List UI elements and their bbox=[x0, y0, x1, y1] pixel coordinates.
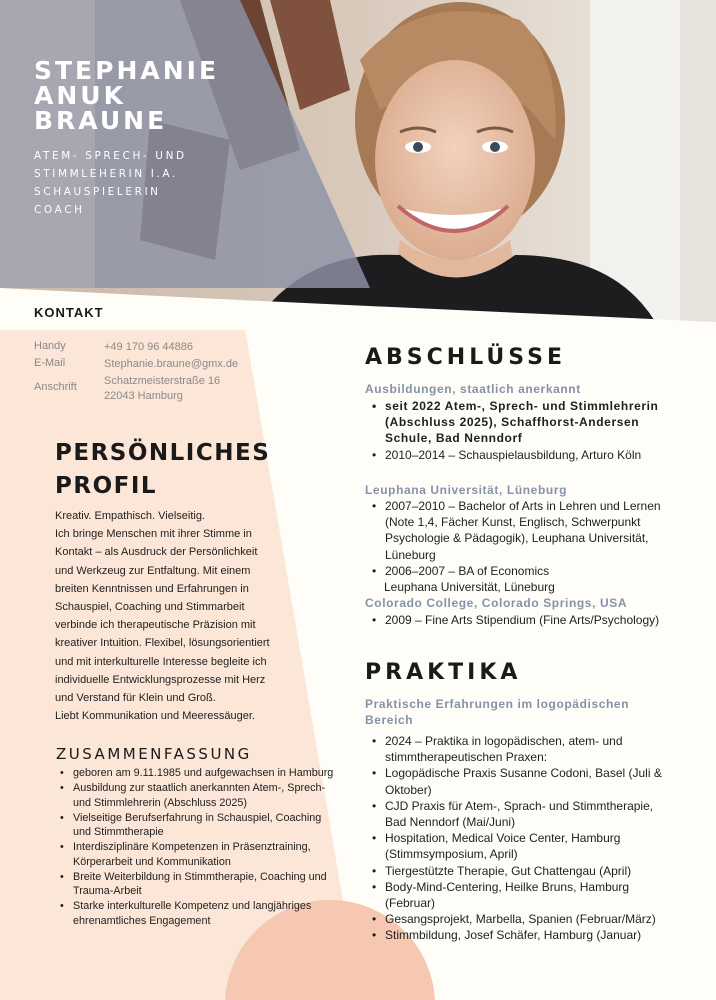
email-label: E-Mail bbox=[34, 357, 66, 369]
job-tagline bbox=[34, 147, 187, 219]
profile-line: Kreativ. Empathisch. Vielseitig. bbox=[55, 510, 205, 522]
name-line: BRAUNE bbox=[34, 106, 168, 135]
list-item: • CJD Praxis für Atem-, Sprach- und Stimmtherapie, Bad Nenndorf (Mai/Juni) bbox=[370, 798, 670, 830]
list-item: • Interdisziplinäre Kompetenzen in Präsenztraining, Körperarbeit und Kommunikation bbox=[58, 840, 338, 869]
profile-line: breiten Kenntnissen und Erfahrungen in bbox=[55, 582, 249, 595]
education-group-title: Colorado College, Colorado Springs, USA bbox=[365, 596, 628, 610]
tagline-line: SCHAUSPIELERIN bbox=[34, 186, 161, 198]
list-item: • Hospitation, Medical Voice Center, Hamburg (Stimmsymposium, April) bbox=[370, 830, 670, 862]
education-list bbox=[370, 612, 670, 628]
phone-label: Handy bbox=[34, 340, 66, 352]
list-item: • geboren am 9.11.1985 und aufgewachsen in Hamburg bbox=[58, 766, 338, 781]
list-item: • Breite Weiterbildung in Stimmtherapie, Coaching und Trauma-Arbeit bbox=[58, 870, 338, 899]
internships-subtitle: Praktische Erfahrungen im logopädischen Bereich bbox=[365, 697, 630, 727]
summary-heading: ZUSAMMENFASSUNG bbox=[56, 745, 252, 763]
profile-line: und mit interkulturelle Interesse begleite ich bbox=[55, 655, 267, 668]
list-item: • Stimmbildung, Josef Schäfer, Hamburg (Januar) bbox=[370, 927, 670, 943]
list-item: Leuphana Universität, Lüneburg bbox=[384, 580, 555, 595]
address-label: Anschrift bbox=[34, 381, 77, 393]
list-item: • Vielseitige Berufserfahrung in Schauspiel, Coaching und Stimmtherapie bbox=[58, 811, 338, 840]
list-item: • Ausbildung zur staatlich anerkannten Atem-, Sprech- und Stimmlehrerin (Abschluss 2025) bbox=[58, 781, 338, 810]
list-item: • 2007–2010 – Bachelor of Arts in Lehren und Lernen (Note 1,4, Fächer Kunst, Englisch, Schwerpunkt Psychologie & Pädagogik), Leuphana Universität, Lüneburg bbox=[370, 498, 670, 563]
profile-line: Kontakt – als Ausdruck der Persönlichkeit bbox=[55, 546, 258, 559]
email-value[interactable]: Stephanie.braune@gmx.de bbox=[104, 358, 239, 370]
list-item: • 2024 – Praktika in logopädischen, atem- und stimmtherapeutischen Praxen: bbox=[370, 733, 670, 765]
internships-heading: PRAKTIKA bbox=[365, 660, 522, 685]
education-group-title: Leuphana Universität, Lüneburg bbox=[365, 483, 568, 497]
profile-heading bbox=[55, 437, 270, 503]
contact-heading: KONTAKT bbox=[34, 305, 104, 320]
tagline-line: COACH bbox=[34, 204, 85, 216]
education-list bbox=[370, 498, 670, 595]
profile-line: Schauspiel, Coaching und Stimmarbeit bbox=[55, 601, 245, 614]
name-line: ANUK bbox=[34, 81, 126, 110]
address-street: Schatzmeisterstraße 16 bbox=[104, 375, 221, 387]
address-value bbox=[104, 374, 220, 404]
person-name bbox=[34, 58, 219, 133]
profile-text bbox=[55, 507, 290, 725]
address-city: 22043 Hamburg bbox=[104, 390, 183, 402]
internships-list bbox=[370, 733, 670, 944]
profile-line: verbinde ich therapeutische Präzision mit bbox=[55, 619, 256, 632]
phone-value[interactable]: +49 170 96 44886 bbox=[104, 341, 194, 353]
list-item: • Gesangsprojekt, Marbella, Spanien (Februar/März) bbox=[370, 911, 670, 927]
list-item: • 2010–2014 – Schauspielausbildung, Arturo Köln bbox=[370, 447, 670, 463]
profile-line: individuelle Entwicklungsprozesse mit Herz bbox=[55, 673, 266, 686]
profile-line: Liebt Kommunikation und Meeressäuger. bbox=[55, 710, 255, 723]
profile-line: und Verstand für Klein und Groß. bbox=[55, 692, 216, 705]
list-item: • 2009 – Fine Arts Stipendium (Fine Arts/Psychology) bbox=[370, 612, 670, 628]
profile-line: Ich bringe Menschen mit ihrer Stimme in bbox=[55, 528, 252, 541]
list-item: • 2006–2007 – BA of Economics bbox=[370, 563, 670, 579]
summary-list bbox=[58, 766, 338, 929]
tagline-line: ATEM- SPRECH- UND bbox=[34, 150, 187, 162]
list-item: • seit 2022 Atem-, Sprech- und Stimmlehrerin (Abschluss 2025), Schaffhorst-Andersen Schule, Bad Nenndorf bbox=[370, 398, 670, 447]
profile-line: und Werkzeug zur Entfaltung. Mit einem bbox=[55, 564, 251, 577]
list-item: • Logopädische Praxis Susanne Codoni, Basel (Juli & Oktober) bbox=[370, 765, 670, 797]
list-item: • Starke interkulturelle Kompetenz und langjähriges ehrenamtliches Engagement bbox=[58, 899, 338, 928]
education-heading: ABSCHLÜSSE bbox=[365, 345, 567, 370]
profile-heading-line: PERSÖNLICHES bbox=[55, 440, 271, 466]
tagline-line: STIMMLEHERIN I.A. bbox=[34, 168, 178, 180]
name-line: STEPHANIE bbox=[34, 56, 220, 85]
education-list bbox=[370, 398, 670, 463]
profile-line: kreativer Intuition. Flexibel, lösungsorientiert bbox=[55, 637, 270, 650]
list-item: • Tiergestützte Therapie, Gut Chattengau (April) bbox=[370, 863, 670, 879]
profile-heading-line: PROFIL bbox=[55, 473, 158, 499]
list-item: • Body-Mind-Centering, Heilke Bruns, Hamburg (Februar) bbox=[370, 879, 670, 911]
education-group-title: Ausbildungen, staatlich anerkannt bbox=[365, 382, 581, 396]
